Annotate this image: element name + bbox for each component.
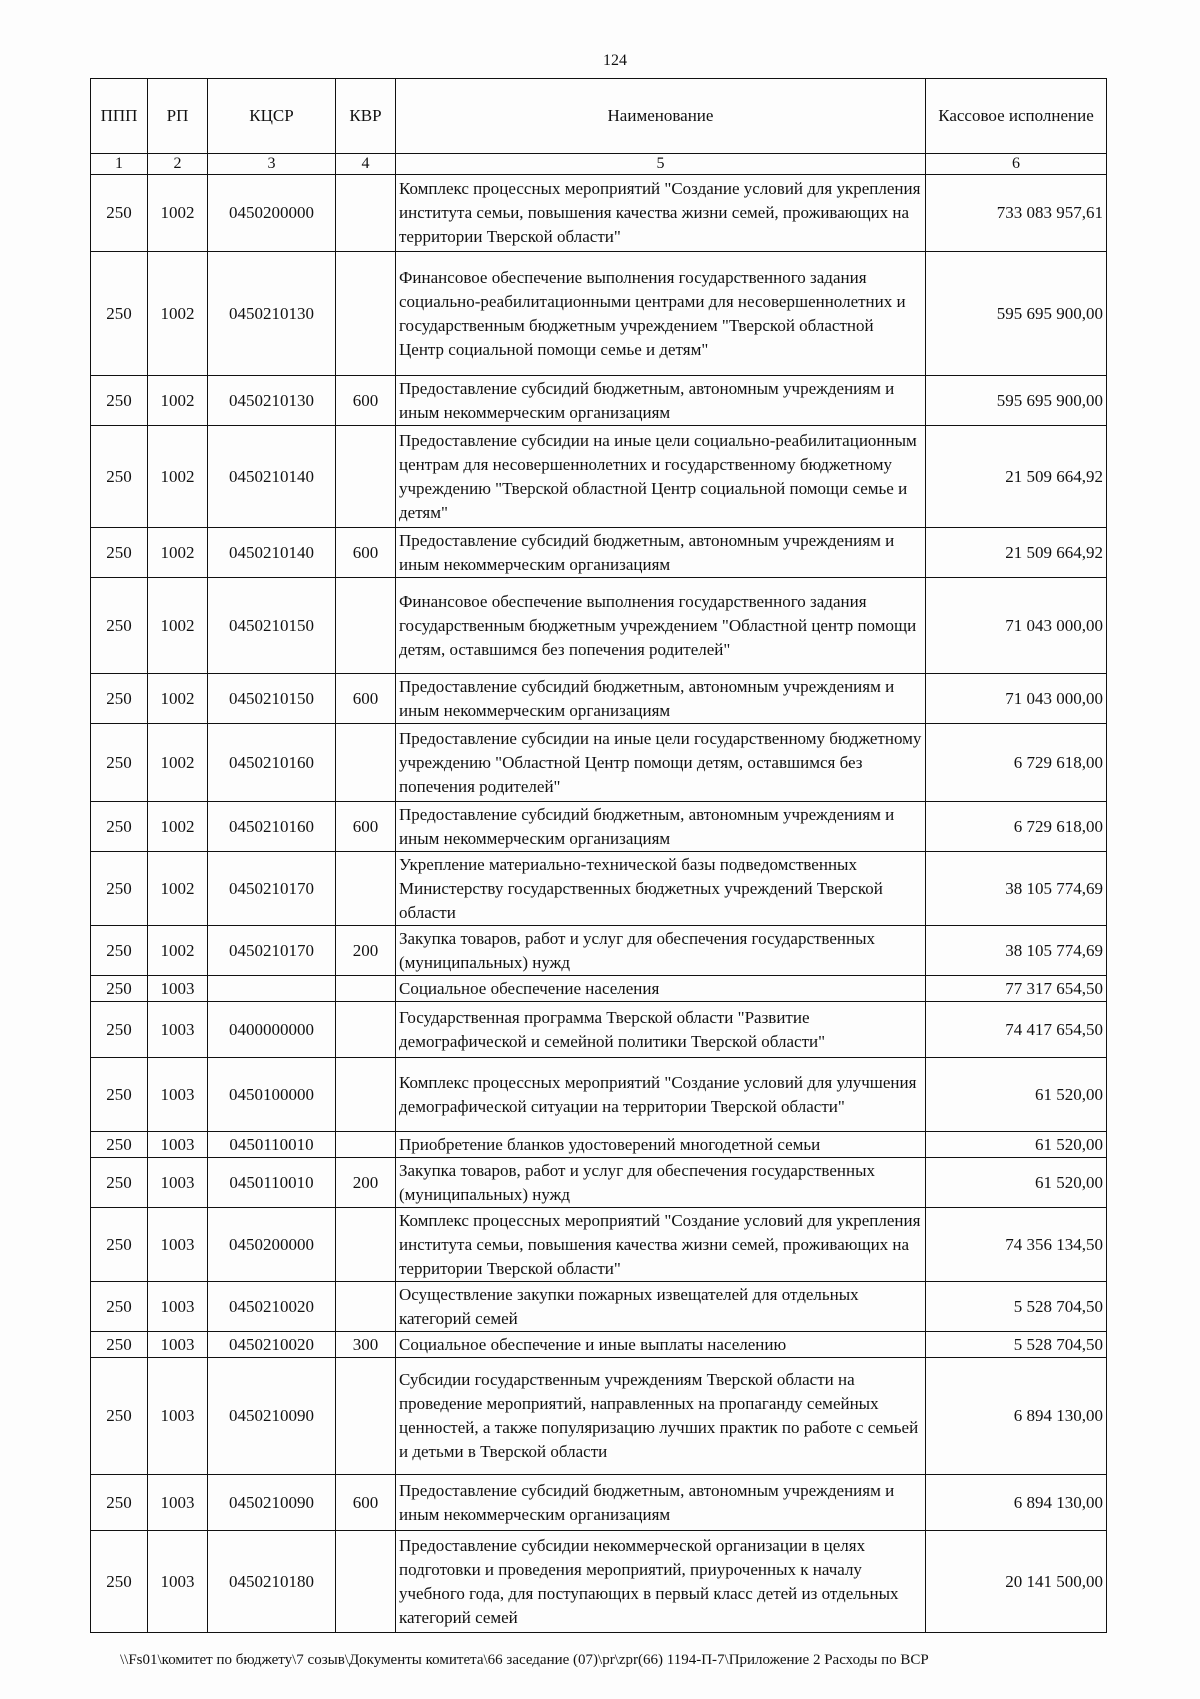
table-row	[91, 1132, 1107, 1158]
cell-name: Предоставление субсидии на иные цели государственному бюджетному учреждению "Областной Центр помощи детям, оставшимся без попечения родителей"	[396, 724, 926, 802]
cell-kcsr: 0450210150	[208, 578, 336, 674]
table-row	[91, 852, 1107, 926]
page-number: 124	[603, 52, 627, 69]
table-row	[91, 1531, 1107, 1633]
cell-rp: 1002	[148, 852, 208, 926]
column-number: 4	[336, 154, 396, 175]
cell-kvr	[336, 1132, 396, 1158]
cell-rp: 1003	[148, 1208, 208, 1282]
table-body	[91, 175, 1107, 1633]
cell-amount: 20 141 500,00	[926, 1531, 1107, 1633]
cell-kcsr: 0450210140	[208, 426, 336, 528]
cell-ppp: 250	[91, 252, 148, 376]
cell-amount: 38 105 774,69	[926, 926, 1107, 976]
cell-kvr	[336, 175, 396, 252]
header-name: Наименование	[396, 79, 926, 154]
cell-name: Предоставление субсидий бюджетным, автономным учреждениям и иным некоммерческим организациям	[396, 528, 926, 578]
cell-name: Социальное обеспечение населения	[396, 976, 926, 1002]
cell-kvr	[336, 426, 396, 528]
cell-rp: 1002	[148, 252, 208, 376]
table-row	[91, 426, 1107, 528]
cell-rp: 1002	[148, 802, 208, 852]
cell-name: Субсидии государственным учреждениям Тверской области на проведение мероприятий, направленных на пропаганду семейных ценностей, а также популяризацию лучших практик по работе с семьей и детьми в Тверской области	[396, 1358, 926, 1475]
cell-kcsr: 0450110010	[208, 1158, 336, 1208]
header-kcsr: КЦСР	[208, 79, 336, 154]
cell-name: Предоставление субсидии на иные цели социально-реабилитационным центрам для несовершеннолетних и государственному бюджетному учреждению "Тверской областной Центр социальной помощи семье и детям"	[396, 426, 926, 528]
cell-ppp: 250	[91, 1158, 148, 1208]
cell-amount: 5 528 704,50	[926, 1282, 1107, 1332]
cell-name: Финансовое обеспечение выполнения государственного задания социально-реабилитационными центрами для несовершеннолетних и государственным бюджетным учреждением "Тверской областной Центр социальной помощи семье и детям"	[396, 252, 926, 376]
cell-kvr	[336, 1282, 396, 1332]
cell-amount: 5 528 704,50	[926, 1332, 1107, 1358]
cell-name: Предоставление субсидий бюджетным, автономным учреждениям и иным некоммерческим организациям	[396, 802, 926, 852]
table-row	[91, 674, 1107, 724]
cell-name: Комплекс процессных мероприятий "Создание условий для укрепления института семьи, повышения качества жизни семей, проживающих на территории Тверской области"	[396, 1208, 926, 1282]
cell-kcsr: 0450210150	[208, 674, 336, 724]
cell-ppp: 250	[91, 528, 148, 578]
table-row	[91, 1282, 1107, 1332]
cell-kcsr: 0450210020	[208, 1332, 336, 1358]
table-row	[91, 1158, 1107, 1208]
table-row	[91, 802, 1107, 852]
cell-name: Комплекс процессных мероприятий "Создание условий для улучшения демографической ситуации на территории Тверской области"	[396, 1058, 926, 1132]
cell-ppp: 250	[91, 376, 148, 426]
cell-name: Укрепление материально-технической базы подведомственных Министерству государственных бюджетных учреждений Тверской области	[396, 852, 926, 926]
cell-kvr	[336, 852, 396, 926]
cell-ppp: 250	[91, 1002, 148, 1058]
cell-rp: 1003	[148, 976, 208, 1002]
table-row	[91, 1208, 1107, 1282]
cell-name: Предоставление субсидии некоммерческой организации в целях подготовки и проведения мероприятий, приуроченных к началу учебного года, для поступающих в первый класс детей из отдельных категорий семей	[396, 1531, 926, 1633]
cell-kcsr: 0450200000	[208, 1208, 336, 1282]
cell-kcsr: 0450210140	[208, 528, 336, 578]
cell-kvr	[336, 1531, 396, 1633]
cell-ppp: 250	[91, 1475, 148, 1531]
table-row	[91, 976, 1107, 1002]
cell-kvr	[336, 578, 396, 674]
cell-ppp: 250	[91, 1282, 148, 1332]
cell-ppp: 250	[91, 674, 148, 724]
cell-ppp: 250	[91, 1531, 148, 1633]
cell-kcsr: 0400000000	[208, 1002, 336, 1058]
cell-kvr: 200	[336, 1158, 396, 1208]
cell-kvr: 600	[336, 528, 396, 578]
cell-amount: 6 729 618,00	[926, 724, 1107, 802]
cell-name: Предоставление субсидий бюджетным, автономным учреждениям и иным некоммерческим организациям	[396, 376, 926, 426]
cell-rp: 1002	[148, 926, 208, 976]
expenditure-table	[90, 78, 1107, 1633]
column-number-row	[91, 154, 1107, 175]
cell-amount: 6 894 130,00	[926, 1475, 1107, 1531]
cell-rp: 1003	[148, 1531, 208, 1633]
cell-ppp: 250	[91, 426, 148, 528]
cell-kcsr: 0450210160	[208, 724, 336, 802]
cell-amount: 6 894 130,00	[926, 1358, 1107, 1475]
cell-rp: 1003	[148, 1358, 208, 1475]
cell-name: Предоставление субсидий бюджетным, автономным учреждениям и иным некоммерческим организациям	[396, 1475, 926, 1531]
cell-rp: 1002	[148, 674, 208, 724]
cell-ppp: 250	[91, 852, 148, 926]
cell-ppp: 250	[91, 1132, 148, 1158]
cell-rp: 1003	[148, 1058, 208, 1132]
column-number: 2	[148, 154, 208, 175]
column-number: 3	[208, 154, 336, 175]
cell-amount: 6 729 618,00	[926, 802, 1107, 852]
cell-kcsr: 0450200000	[208, 175, 336, 252]
cell-kcsr: 0450100000	[208, 1058, 336, 1132]
cell-kcsr: 0450210090	[208, 1358, 336, 1475]
cell-amount: 61 520,00	[926, 1132, 1107, 1158]
cell-amount: 71 043 000,00	[926, 674, 1107, 724]
cell-rp: 1002	[148, 376, 208, 426]
column-number: 1	[91, 154, 148, 175]
cell-rp: 1003	[148, 1475, 208, 1531]
cell-name: Закупка товаров, работ и услуг для обеспечения государственных (муниципальных) нужд	[396, 1158, 926, 1208]
cell-amount: 71 043 000,00	[926, 578, 1107, 674]
cell-kcsr: 0450210090	[208, 1475, 336, 1531]
cell-kvr: 600	[336, 674, 396, 724]
table-row	[91, 1358, 1107, 1475]
file-path-footer: \\Fs01\комитет по бюджету\7 созыв\Документы комитета\66 заседание (07)\pr\zpr(66) 1194-П-7\Приложение 2 Расходы по ВСР	[120, 1652, 929, 1668]
cell-rp: 1003	[148, 1132, 208, 1158]
cell-amount: 595 695 900,00	[926, 252, 1107, 376]
cell-ppp: 250	[91, 976, 148, 1002]
cell-rp: 1002	[148, 528, 208, 578]
cell-ppp: 250	[91, 1208, 148, 1282]
table-row	[91, 926, 1107, 976]
cell-amount: 74 417 654,50	[926, 1002, 1107, 1058]
cell-ppp: 250	[91, 1058, 148, 1132]
cell-kvr: 600	[336, 376, 396, 426]
cell-name: Осуществление закупки пожарных извещателей для отдельных категорий семей	[396, 1282, 926, 1332]
cell-kvr	[336, 252, 396, 376]
table-header-row	[91, 79, 1107, 154]
cell-amount: 21 509 664,92	[926, 426, 1107, 528]
table-row	[91, 528, 1107, 578]
cell-kvr: 600	[336, 1475, 396, 1531]
cell-ppp: 250	[91, 724, 148, 802]
column-number: 5	[396, 154, 926, 175]
cell-kvr	[336, 1208, 396, 1282]
cell-kvr: 600	[336, 802, 396, 852]
table-row	[91, 578, 1107, 674]
cell-kcsr: 0450210170	[208, 926, 336, 976]
header-kvr: КВР	[336, 79, 396, 154]
header-rp: РП	[148, 79, 208, 154]
cell-amount: 74 356 134,50	[926, 1208, 1107, 1282]
cell-name: Предоставление субсидий бюджетным, автономным учреждениям и иным некоммерческим организациям	[396, 674, 926, 724]
cell-kcsr	[208, 976, 336, 1002]
cell-rp: 1002	[148, 578, 208, 674]
cell-rp: 1003	[148, 1282, 208, 1332]
cell-amount: 595 695 900,00	[926, 376, 1107, 426]
cell-amount: 61 520,00	[926, 1058, 1107, 1132]
cell-ppp: 250	[91, 926, 148, 976]
cell-ppp: 250	[91, 802, 148, 852]
cell-amount: 77 317 654,50	[926, 976, 1107, 1002]
cell-kvr: 200	[336, 926, 396, 976]
cell-ppp: 250	[91, 175, 148, 252]
cell-name: Комплекс процессных мероприятий "Создание условий для укрепления института семьи, повышения качества жизни семей, проживающих на территории Тверской области"	[396, 175, 926, 252]
cell-kvr	[336, 1058, 396, 1132]
cell-kcsr: 0450210180	[208, 1531, 336, 1633]
header-amount: Кассовое исполнение	[926, 79, 1107, 154]
cell-rp: 1002	[148, 724, 208, 802]
cell-rp: 1002	[148, 175, 208, 252]
cell-kcsr: 0450210170	[208, 852, 336, 926]
cell-amount: 38 105 774,69	[926, 852, 1107, 926]
cell-name: Государственная программа Тверской области "Развитие демографической и семейной политики Тверской области"	[396, 1002, 926, 1058]
cell-name: Социальное обеспечение и иные выплаты населению	[396, 1332, 926, 1358]
cell-ppp: 250	[91, 578, 148, 674]
cell-kcsr: 0450210020	[208, 1282, 336, 1332]
table-row	[91, 1002, 1107, 1058]
cell-kcsr: 0450210130	[208, 252, 336, 376]
cell-kcsr: 0450110010	[208, 1132, 336, 1158]
table-row	[91, 175, 1107, 252]
table-row	[91, 724, 1107, 802]
cell-amount: 733 083 957,61	[926, 175, 1107, 252]
cell-name: Приобретение бланков удостоверений многодетной семьи	[396, 1132, 926, 1158]
cell-kvr	[336, 1358, 396, 1475]
cell-rp: 1002	[148, 426, 208, 528]
cell-ppp: 250	[91, 1332, 148, 1358]
column-number: 6	[926, 154, 1107, 175]
cell-kvr	[336, 724, 396, 802]
cell-rp: 1003	[148, 1158, 208, 1208]
cell-kcsr: 0450210160	[208, 802, 336, 852]
cell-kvr: 300	[336, 1332, 396, 1358]
table-row	[91, 376, 1107, 426]
table-row	[91, 1058, 1107, 1132]
cell-amount: 61 520,00	[926, 1158, 1107, 1208]
table-row	[91, 1475, 1107, 1531]
cell-rp: 1003	[148, 1332, 208, 1358]
cell-rp: 1003	[148, 1002, 208, 1058]
cell-kvr	[336, 976, 396, 1002]
table-row	[91, 252, 1107, 376]
cell-name: Закупка товаров, работ и услуг для обеспечения государственных (муниципальных) нужд	[396, 926, 926, 976]
cell-ppp: 250	[91, 1358, 148, 1475]
table-row	[91, 1332, 1107, 1358]
header-ppp: ППП	[91, 79, 148, 154]
cell-kvr	[336, 1002, 396, 1058]
cell-kcsr: 0450210130	[208, 376, 336, 426]
cell-name: Финансовое обеспечение выполнения государственного задания государственным бюджетным учреждением "Областной центр помощи детям, оставшимся без попечения родителей"	[396, 578, 926, 674]
cell-amount: 21 509 664,92	[926, 528, 1107, 578]
